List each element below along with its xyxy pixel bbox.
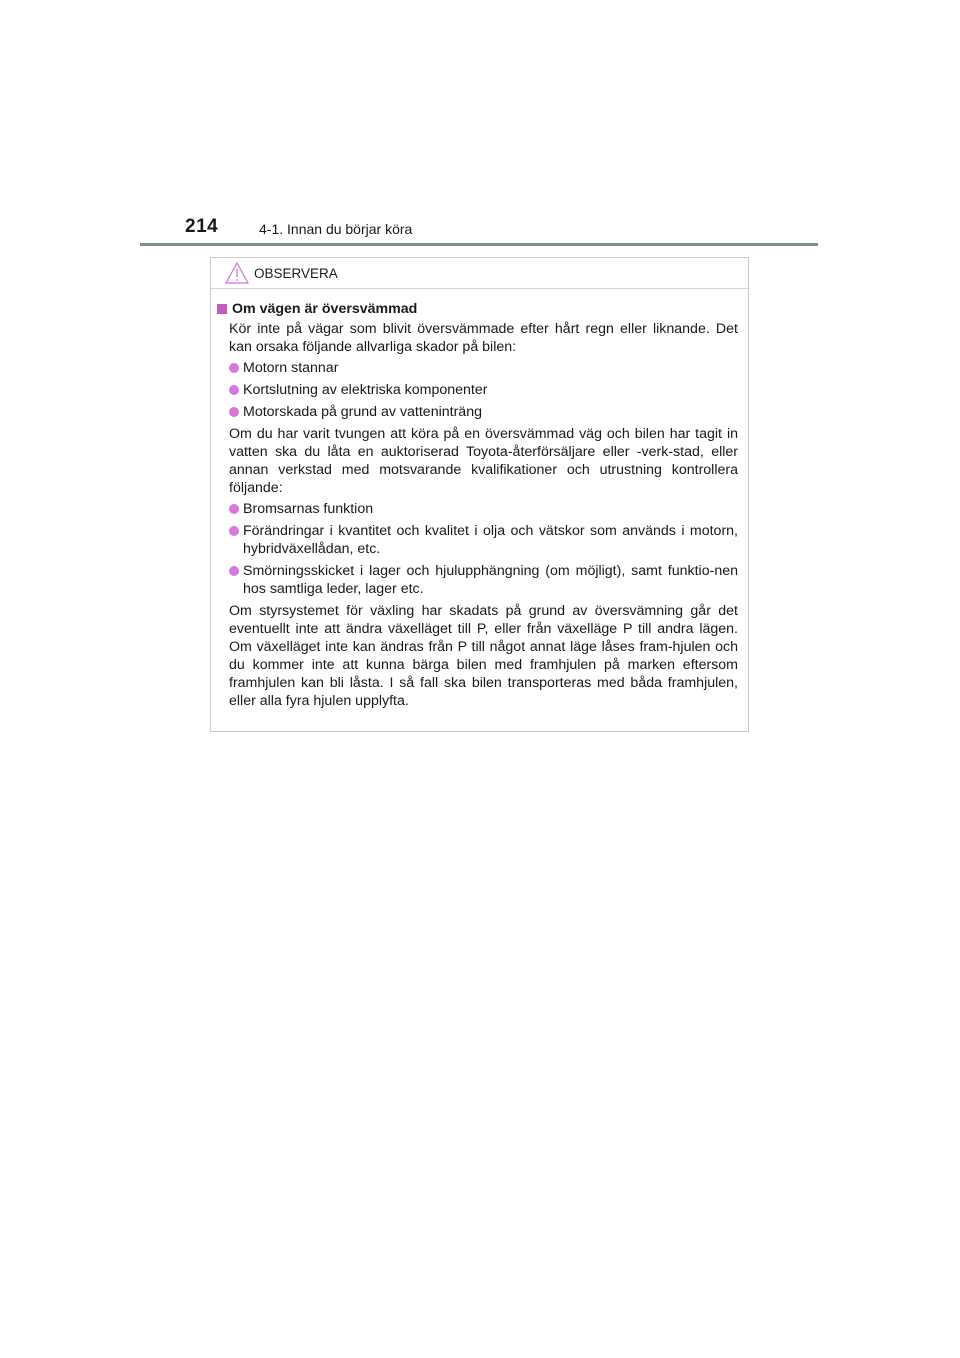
list-item: Bromsarnas funktion (229, 500, 738, 518)
list-item: Motorn stannar (229, 359, 738, 377)
list-item: Förändringar i kvantitet och kvalitet i olja och vätskor som används i motorn, hybridväxellådan, etc. (229, 522, 738, 558)
subheading (217, 300, 738, 318)
list-item: Motorskada på grund av vatteninträng (229, 403, 738, 421)
caution-label: OBSERVERA (254, 266, 338, 281)
dot-bullet-icon (229, 407, 239, 417)
subheading-text: Om vägen är översvämmad (232, 301, 418, 317)
warning-triangle-icon (225, 262, 249, 284)
list-item: Kortslutning av elektriska komponenter (229, 381, 738, 399)
caution-content (211, 288, 748, 713)
square-bullet-icon (217, 304, 227, 314)
dot-bullet-icon (229, 526, 239, 536)
closing-paragraph: Om styrsystemet för växling har skadats på grund av översvämning går det eventuellt inte att ändra växelläget till P, eller från växelläge P till andra lägen. Om växelläget inte kan ändras från P till något annat läge låses fram-hjulen och du kommer inte att kunna bärga bilen med framhjulen på marken eftersom framhjulen kan bli låsta. I så fall ska bilen transporteras med båda framhjulen, eller alla fyra hjulen upplyfta. (229, 603, 738, 709)
page-number: 214 (185, 216, 219, 237)
dot-bullet-icon (229, 504, 239, 514)
list-item: Smörningsskicket i lager och hjulupphängning (om möjligt), samt funktio-nen hos samtliga leder, lager etc. (229, 562, 738, 598)
dot-bullet-icon (229, 566, 239, 576)
caution-box (210, 257, 749, 732)
check-paragraph: Om du har varit tvungen att köra på en översvämmad väg och bilen har tagit in vatten ska du låta en auktoriserad Toyota-återförsäljare eller -verk-stad, eller annan verkstad med motsvarande kvalifikationer och utrustning kontrollera följande: (229, 426, 738, 496)
section-title: 4-1. Innan du börjar köra (259, 221, 413, 237)
caution-header (211, 258, 748, 289)
header-rule (140, 243, 818, 246)
dot-bullet-icon (229, 363, 239, 373)
dot-bullet-icon (229, 385, 239, 395)
intro-paragraph: Kör inte på vägar som blivit översvämmade efter hårt regn eller liknande. Det kan orsaka följande allvarliga skador på bilen: (229, 321, 738, 355)
